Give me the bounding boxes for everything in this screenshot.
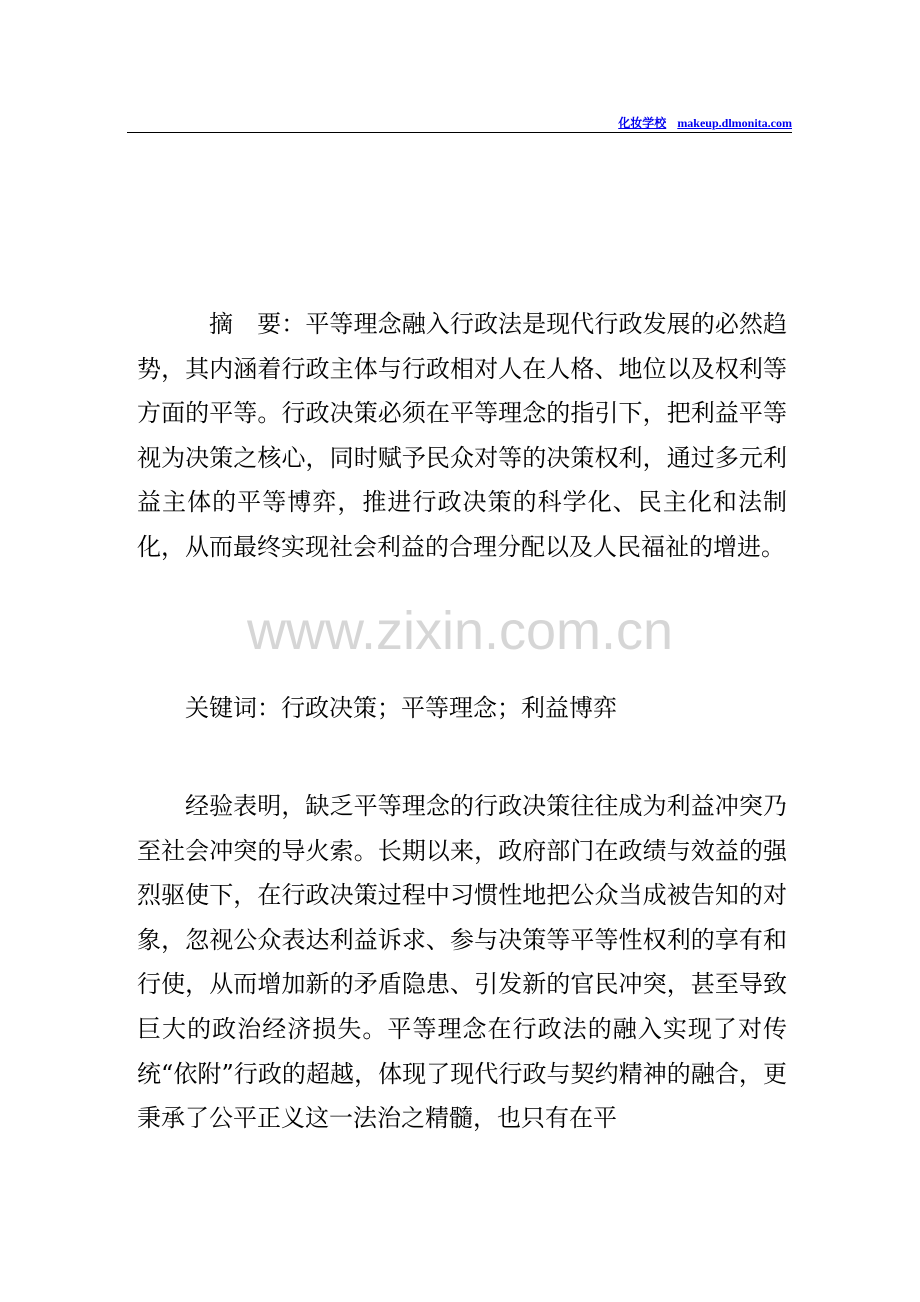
- keywords-line: 关键词：行政决策；平等理念；利益博弈: [185, 694, 617, 722]
- body-paragraph: 经验表明，缺乏平等理念的行政决策往往成为利益冲突乃至社会冲突的导火索。长期以来，政府部门在政绩与效益的强烈驱使下，在行政决策过程中习惯性地把公众当成被告知的对象，忽视公众表达利益诉求、参与决策等平等性权利的享有和行使，从而增加新的矛盾隐患、引发新的官民冲突，甚至导致巨大的政治经济损失。平等理念在行政法的融入实现了对传统“依附”行政的超越，体现了现代行政与契约精神的融合，更秉承了公平正义这一法治之精髓，也只有在平: [137, 792, 787, 1133]
- school-link[interactable]: 化妆学校: [618, 116, 667, 130]
- watermark: www.zixin.com.cn: [246, 601, 674, 661]
- abstract-paragraph: 摘 要：平等理念融入行政法是现代行政发展的必然趋势，其内涵着行政主体与行政相对人在人格、地位以及权利等方面的平等。行政决策必须在平等理念的指引下，把利益平等视为决策之核心，同时赋予民众对等的决策权利，通过多元利益主体的平等博弈，推进行政决策的科学化、民主化和法制化，从而最终实现社会利益的合理分配以及人民福祉的增进。: [137, 310, 787, 561]
- website-link[interactable]: makeup.dlmonita.com: [677, 116, 792, 130]
- page-header: [127, 112, 792, 133]
